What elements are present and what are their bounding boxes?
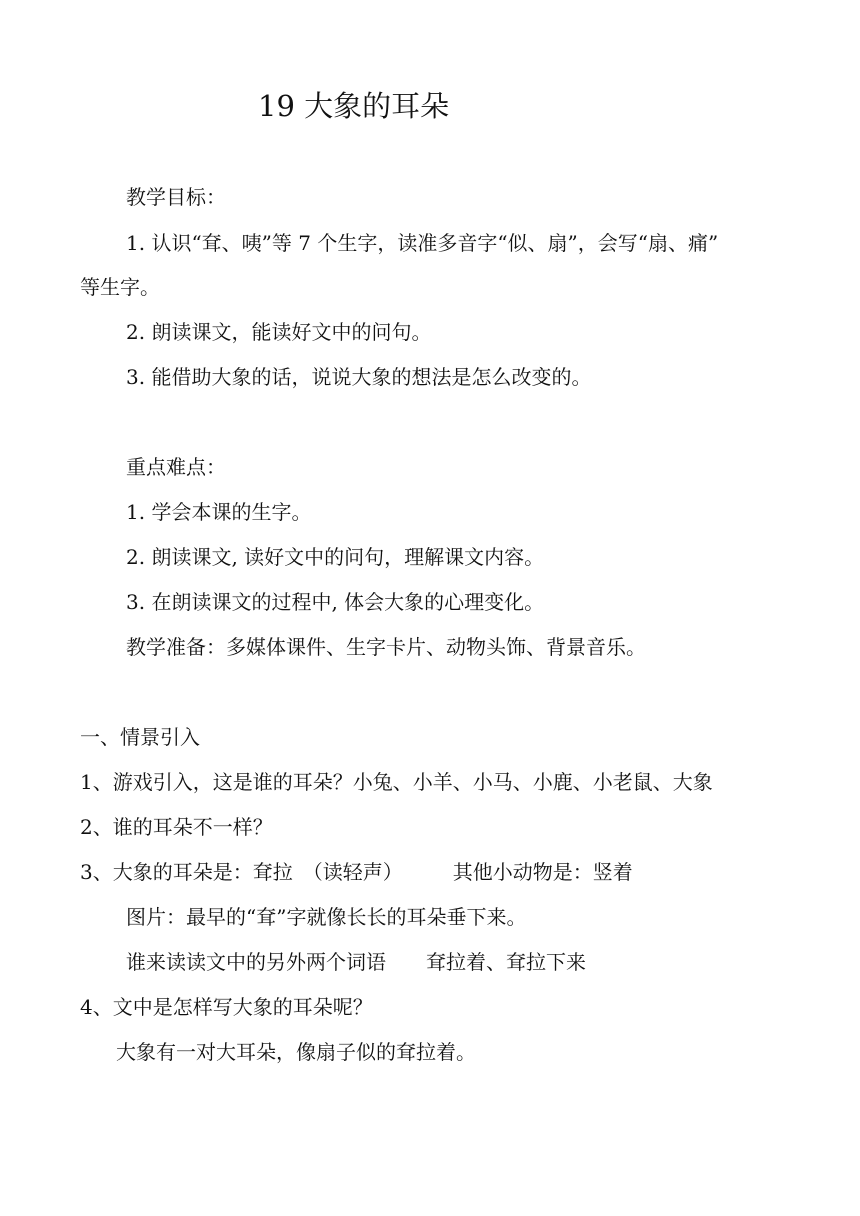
section-item-1: 1、游戏引入，这是谁的耳朵？小兔、小羊、小马、小鹿、小老鼠、大象 bbox=[80, 770, 713, 794]
key-point-item-2: 2. 朗读课文, 读好文中的问句，理解课文内容。 bbox=[126, 545, 545, 569]
section-heading-intro: 一、情景引入 bbox=[80, 725, 200, 749]
key-point-item-3: 3. 在朗读课文的过程中, 体会大象的心理变化。 bbox=[126, 590, 545, 614]
objective-item-2: 2. 朗读课文，能读好文中的问句。 bbox=[126, 320, 432, 344]
page-title: 19 大象的耳朵 bbox=[258, 89, 450, 123]
teaching-preparation: 教学准备：多媒体课件、生字卡片、动物头饰、背景音乐。 bbox=[126, 635, 646, 659]
objective-item-1-continued: 等生字。 bbox=[80, 275, 160, 299]
objectives-heading: 教学目标： bbox=[126, 185, 226, 209]
objective-item-3: 3. 能借助大象的话，说说大象的想法是怎么改变的。 bbox=[126, 365, 592, 389]
section-item-4: 4、文中是怎样写大象的耳朵呢？ bbox=[80, 995, 373, 1019]
objective-item-1: 1. 认识“耷、咦”等 7 个生字，读准多音字“似、扇”，会写“扇、痛” bbox=[126, 231, 719, 255]
section-item-3-words-note: 谁来读读文中的另外两个词语 耷拉着、耷拉下来 bbox=[126, 950, 586, 974]
section-item-3-image-note: 图片：最早的“耷”字就像长长的耳朵垂下来。 bbox=[126, 905, 527, 929]
section-item-2: 2、谁的耳朵不一样？ bbox=[80, 815, 273, 839]
section-item-4-answer: 大象有一对大耳朵，像扇子似的耷拉着。 bbox=[116, 1040, 476, 1064]
key-point-item-1: 1. 学会本课的生字。 bbox=[126, 500, 312, 524]
section-item-3: 3、大象的耳朵是：耷拉 （读轻声） 其他小动物是：竖着 bbox=[80, 860, 633, 884]
key-points-heading: 重点难点： bbox=[126, 455, 226, 479]
